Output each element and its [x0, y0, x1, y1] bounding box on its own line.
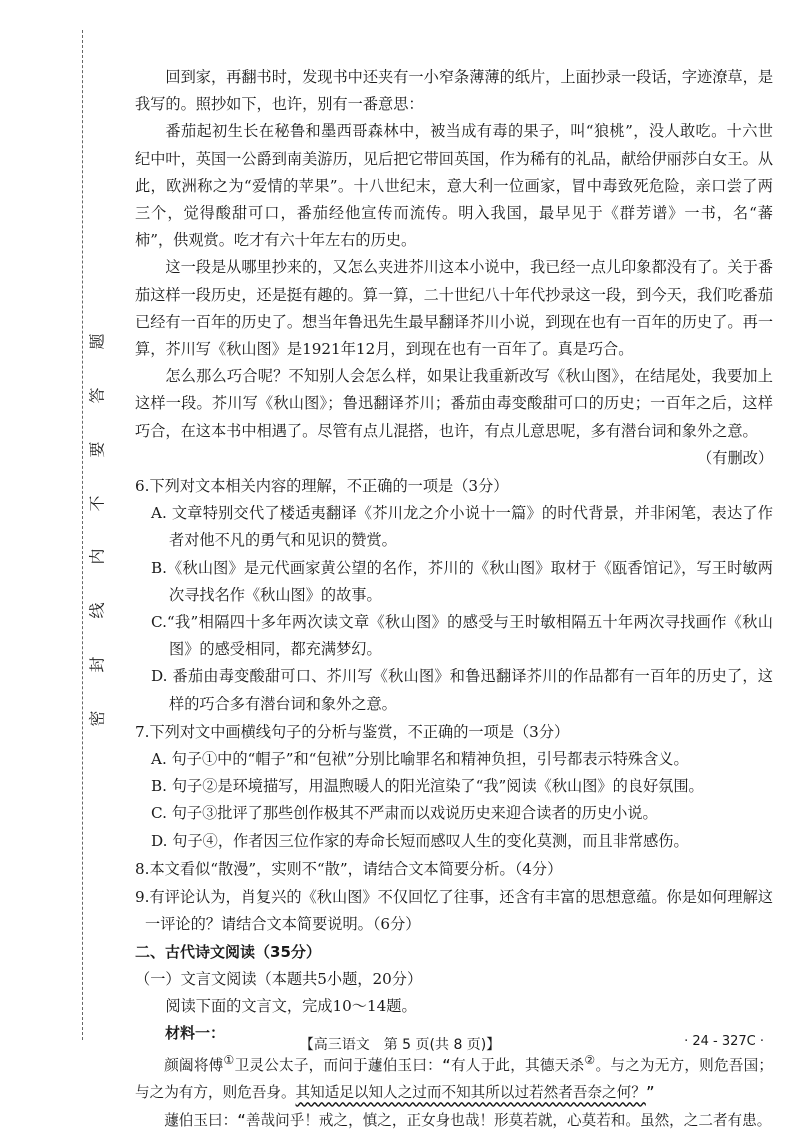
question-7-option-b: B. 句子②是环境描写，用温煦暖人的阳光渲染了“我”阅读《秋山图》的良好氛围。: [151, 777, 704, 796]
passage-paragraph: 番茄起初生长在秘鲁和墨西哥森林中，被当成有毒的果子，叫“狼桃”，没人敢吃。十六世纪中叶，英国一公爵到南美游历，见后把它带回英国，作为稀有的礼品，献给伊丽莎白女王。从此，欧洲称之为“爱情的苹果”。十八世纪末，意大利一位画家，冒中毒致死危险，亲口尝了两三个，觉得酸甜可口，番茄经他宣传而流传。明入我国，最早见于《群芳谱》一书，名“蕃柿”，供观赏。吃才有六十年左右的历史。: [135, 122, 773, 250]
passage-paragraph: 这一段是从哪里抄来的，又怎么夹进芥川这本小说中，我已经一点儿印象都没有了。关于番茄这样一段历史，还是挺有趣的。算一算，二十世纪八十年代抄录这一段，到今天，我们吃番茄已经有一百年的历史了。想当年鲁迅先生最早翻译芥川小说，到现在也有一百年的历史了。再一算，芥川写《秋山图》是1921年12月，到现在也有一百年了。真是巧合。: [135, 258, 773, 359]
instruction: 阅读下面的文言文，完成10～14题。: [165, 996, 417, 1015]
underlined-sentence: 其知适足以知人之过而不知其所以过若然者吾奈之何？: [295, 1084, 646, 1102]
page-content: [135, 64, 773, 1134]
binding-dashed-line: [82, 30, 83, 1040]
classical-text: 卫灵公太子，而问于蘧伯玉曰：“有人于此，其德天杀: [234, 1057, 585, 1075]
binding-char: 不: [87, 495, 107, 512]
classical-text: ”: [645, 1084, 655, 1102]
footnote-marker: ②: [584, 1053, 596, 1068]
source-note: （有删改）: [697, 448, 773, 467]
classical-text: 颜阖将傅: [164, 1057, 224, 1075]
section-title: 二、古代诗文阅读（35分）: [135, 942, 321, 961]
page-number: 【高三语文 第 5 页(共 8 页)】: [299, 1037, 501, 1053]
question-7-option-a: A. 句子①中的“帽子”和“包袱”分别比喻罪名和精神负担，引号都表示特殊含义。: [151, 750, 689, 769]
question-6-option-d: D. 番茄由毒变酸甜可口、芥川写《秋山图》和鲁迅翻译芥川的作品都有一百年的历史了，这样的巧合多有潜台词和象外之意。: [151, 667, 773, 713]
question-7-stem: 7.下列对文中画横线句子的分析与鉴赏，不正确的一项是（3分）: [135, 722, 570, 741]
passage-paragraph: 回到家，再翻书时，发现书中还夹有一小窄条薄薄的纸片，上面抄录一段话，字迹潦草，是我写的。照抄如下，也许，别有一番意思：: [135, 68, 773, 114]
question-6-stem: 6.下列对文本相关内容的理解，不正确的一项是（3分）: [135, 477, 509, 496]
question-6-option-c: C.“我”相隔四十多年两次读文章《秋山图》的感受与王时敏相隔五十年两次寻找画作《秋山图》的感受相同，都充满梦幻。: [151, 613, 773, 659]
classical-text-paragraph: 蘧伯玉曰：“善哉问乎！戒之，慎之，正女身也哉！形莫若就，心莫若和。虽然，之二者有患。: [164, 1111, 772, 1129]
question-7-option-c: C. 句子③批评了那些创作极其不严肃而以戏说历史来迎合读者的历史小说。: [151, 804, 658, 823]
subsection-title: （一）文言文阅读（本题共5小题，20分）: [135, 969, 423, 988]
question-8: 8.本文看似“散漫”，实则不“散”，请结合文本简要分析。（4分）: [135, 859, 563, 878]
binding-char: 要: [87, 441, 107, 458]
binding-char: 题: [87, 333, 107, 350]
page-footer: [0, 1034, 800, 1058]
footnote-marker: ①: [223, 1053, 235, 1068]
question-6-option-a: A. 文章特别交代了楼适夷翻译《芥川龙之介小说十一篇》的时代背景，并非闲笔，表达了作者对他不凡的勇气和见识的赞赏。: [151, 504, 773, 550]
exam-code: · 24 - 327C ·: [684, 1034, 764, 1049]
binding-char: 线: [87, 602, 107, 619]
question-6-option-b: B.《秋山图》是元代画家黄公望的名作，芥川的《秋山图》取材于《瓯香馆记》，写王时敏两次寻找名作《秋山图》的故事。: [151, 558, 773, 604]
question-9: 9.有评论认为，肖复兴的《秋山图》不仅回忆了往事，还含有丰富的思想意蕴。你是如何理解这一评论的？请结合文本简要说明。（6分）: [135, 888, 773, 934]
binding-char: 封: [87, 656, 107, 673]
binding-margin-notice: [84, 330, 108, 730]
binding-char: 答: [87, 387, 107, 404]
question-7-option-d: D. 句子④，作者因三位作家的寿命长短而感叹人生的变化莫测，而且非常感伤。: [151, 831, 689, 850]
binding-char: 内: [87, 548, 107, 565]
classical-text: 。与之为无方，则危吾国；与之为有方，则危吾身。: [135, 1057, 773, 1102]
passage-paragraph: 怎么那么巧合呢？不知别人会怎么样，如果让我重新改写《秋山图》，在结尾处，我要加上这样一段。芥川写《秋山图》；鲁迅翻译芥川；番茄由毒变酸甜可口的历史；一百年之后，这样巧合，在这本书中相遇了。尽管有点儿混搭，也许，有点儿意思呢，多有潜台词和象外之意。: [135, 367, 773, 440]
material-label: 材料一：: [165, 1024, 226, 1043]
binding-char: 密: [87, 710, 107, 727]
